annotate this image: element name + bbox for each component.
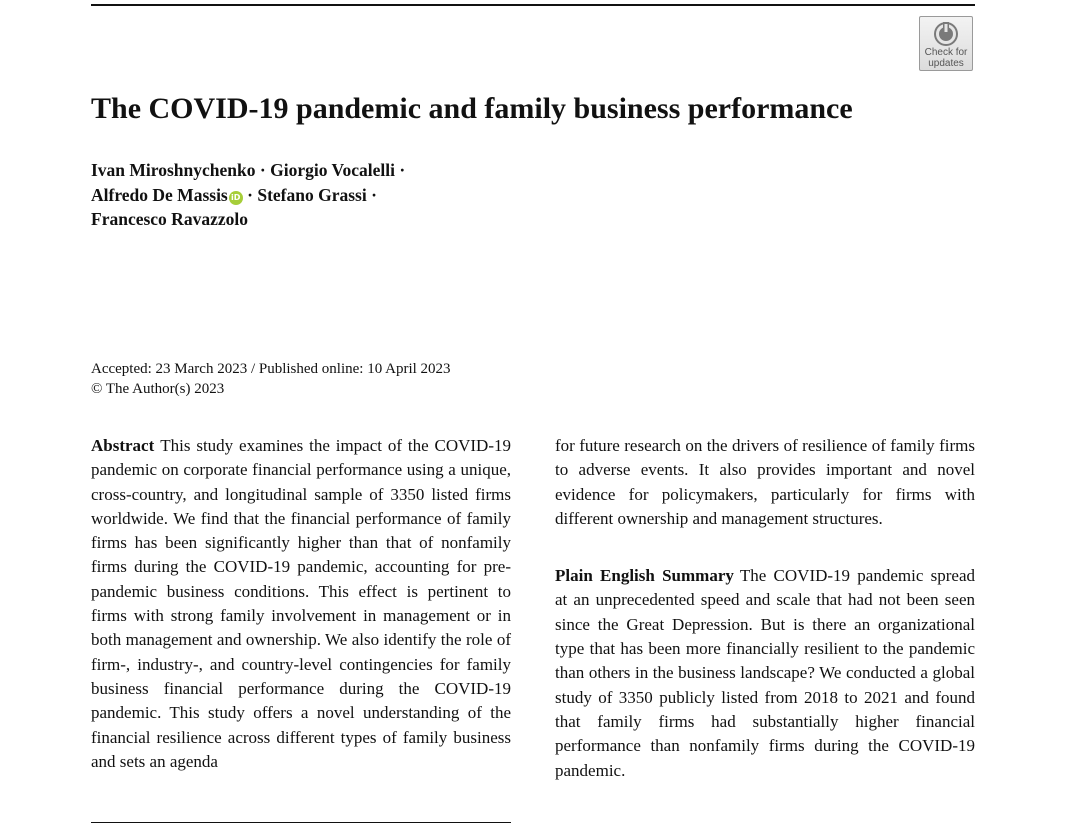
author-line-2-rest: · Stefano Grassi · — [242, 184, 377, 205]
badge-line-1: Check for — [924, 47, 968, 58]
check-for-updates-badge[interactable] — [919, 16, 973, 71]
check-for-updates-icon — [933, 21, 959, 47]
plain-summary-label: Plain English Summary — [555, 566, 734, 586]
left-column — [91, 434, 511, 774]
top-rule — [91, 4, 975, 6]
abstract-continuation: for future research on the drivers of resilience of family firms to adverse events. It also provides important and novel evidence for policymakers, particularly for firms with different ownership and management structures. — [555, 436, 975, 528]
author-line-3: Francesco Ravazzolo — [91, 209, 248, 229]
abstract-paragraph — [91, 434, 511, 774]
author-line-1: Ivan Miroshnychenko · Giorgio Vocalelli · — [91, 160, 406, 180]
publication-dates — [91, 360, 451, 399]
orcid-icon[interactable]: iD — [229, 191, 243, 205]
author-de-massis: Alfredo De Massis — [91, 184, 228, 205]
badge-line-2: updates — [928, 58, 964, 69]
paper-title: The COVID-19 pandemic and family business performance — [91, 92, 853, 125]
accepted-published-dates: Accepted: 23 March 2023 / Published online: 10 April 2023 — [91, 361, 451, 377]
right-column — [555, 434, 975, 783]
footnote-rule — [91, 822, 511, 823]
abstract-label: Abstract — [91, 436, 155, 455]
abstract-body: This study examines the impact of the COVID-19 pandemic on corporate financial performance using a unique, cross-country, and longitudinal sample of 3350 listed firms worldwide. We find that the financial performance of family firms has been significantly higher than that of nonfamily firms during the COVID-19 pandemic, accounting for pre-pandemic business conditions. This effect is pertinent to firms with strong family involvement in management or in both management and ownership. We also identify the role of firm-, industry-, and country-level contingencies for family business financial performance during the COVID-19 pandemic. This study offers a novel understanding of the financial resilience across different types of family business and sets an agenda — [91, 436, 511, 771]
author-line-2 — [91, 183, 405, 208]
author-list — [91, 158, 405, 232]
plain-summary-paragraph — [555, 564, 975, 783]
plain-summary-body: The COVID-19 pandemic spread at an unprecedented speed and scale that had not been seen since the Great Depression. But is there an organizational type that has been more financially resilient to the pandemic than others in the business landscape? We conducted a global study of 3350 publicly listed from 2018 to 2021 and found that family firms had substantially higher financial performance than nonfamily firms during the COVID-19 pandemic. — [555, 566, 975, 780]
copyright-notice: © The Author(s) 2023 — [91, 380, 225, 397]
